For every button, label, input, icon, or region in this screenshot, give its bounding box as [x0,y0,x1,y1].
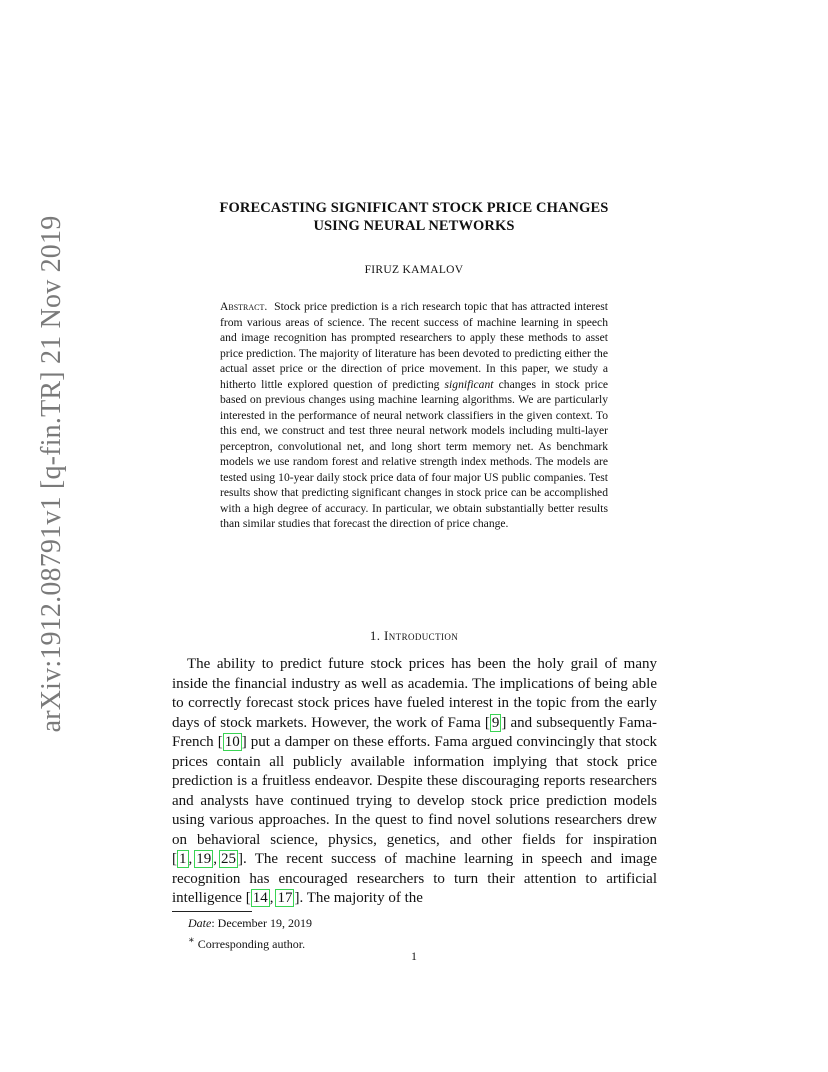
section-number: 1. [369,628,381,643]
citation-link[interactable]: 25 [221,851,236,867]
citation-link[interactable]: 9 [491,714,500,731]
page-number: 1 [411,951,417,963]
footnote-corresponding-author [188,933,305,952]
intro-text-4: . The recent success of machine learning in speech and image recognition has encouraged researchers to turn their attention to artificial intelligence [172,851,657,906]
introduction-paragraph: The ability to predict future stock prices has been the holy grail of many inside the financial industry as well as academia. The implications of being able to correctly forecast stock prices have fueled interest in the topic from the early days of stock markets. However, the work of Fama [ 9 ] and subsequently Fama-French [ 10 ] put a damper on these efforts. Fama argued convincingly that stock prices contain all publicly available information implying that stock price prediction is a fruitless endeavor. Despite these discouraging reports researchers and analysts have continued trying to develop stock price prediction models using various approaches. In the quest to find novel solutions researchers drew on behavioral science, physics, genetics, and other fields for inspiration [ 1 , 19 , 25 ]. The recent success of machine learning in speech and image recognition has encouraged researchers to turn their attention to artificial intelligence [ 14 , 17 ]. The majority of the [172,656,657,906]
citation-link[interactable]: 17 [277,890,293,906]
footnote-date-label: Date [188,916,212,930]
section-heading-introduction [160,628,668,644]
intro-text-3: put a damper on these efforts. Fama argued convincingly that stock prices contain all publicly available information implying that stock price prediction is a fruitless endeavor. Despite these discouraging reports researchers and analysts have continued trying to develop stock price prediction models using various approaches. In the quest to find novel solutions researchers drew on behavioral science, physics, genetics, and other fields for inspiration [172,734,657,848]
intro-text-2: and subsequently Fama-French [172,714,657,750]
paper-title [160,199,668,235]
abstract-emphasis: significant [444,377,494,391]
footnote-mark: ∗ [188,935,195,946]
footnote-divider [172,911,252,912]
citation-link[interactable]: 19 [196,851,212,867]
footnote-corresponding-text: Corresponding author. [194,937,306,951]
abstract-text-2: changes in stock price based on previous changes using machine learning algorithms. We are particularly interested in the performance of neural network classifiers in the given context. To this end, we construct and test three neural network models including multi-layer perceptron, convolutional net, and long short term memory net. As benchmark models we use random forest and relative strength index methods. The models are tested using 10-year daily stock price data of four major US public companies. Test results show that predicting significant changes in stock price can be accomplished with a high degree of accuracy. In particular, we obtain substantially better results than similar studies that forecast the direction of price change. [220,377,608,530]
abstract-label: Abstract. [220,300,268,313]
footnote-date-value: : December 19, 2019 [211,916,312,930]
section-title: Introduction [384,628,459,643]
abstract-text-1: Stock price prediction is a rich research topic that has attracted interest from various areas of science. The recent success of machine learning in speech and image recognition has prompted researchers to apply these methods to asset price prediction. The majority of literature has been devoted to predicting either the actual asset price or the direction of price movement. In this paper, we study a hitherto little explored question of predicting [220,300,608,391]
arxiv-identifier-stamp: arXiv:1912.08791v1 [q-fin.TR] 21 Nov 2019 [36,215,67,733]
citation-link[interactable]: 10 [224,734,240,750]
abstract [220,299,608,532]
footnote-date [188,916,312,931]
citation-link[interactable]: 1 [179,851,187,867]
title-line-2: USING NEURAL NETWORKS [313,218,515,234]
title-line-1: FORECASTING SIGNIFICANT STOCK PRICE CHANGES [219,200,609,216]
intro-text-1: The ability to predict future stock prices has been the holy grail of many inside the financial industry as well as academia. The implications of being able to correctly forecast stock prices have fueled interest in the topic from the early days of stock markets. However, the work of Fama [172,656,657,731]
citation-link[interactable]: 14 [252,890,268,906]
author-name: FIRUZ KAMALOV [364,264,464,276]
intro-text-5: . The majority of the [299,890,423,906]
